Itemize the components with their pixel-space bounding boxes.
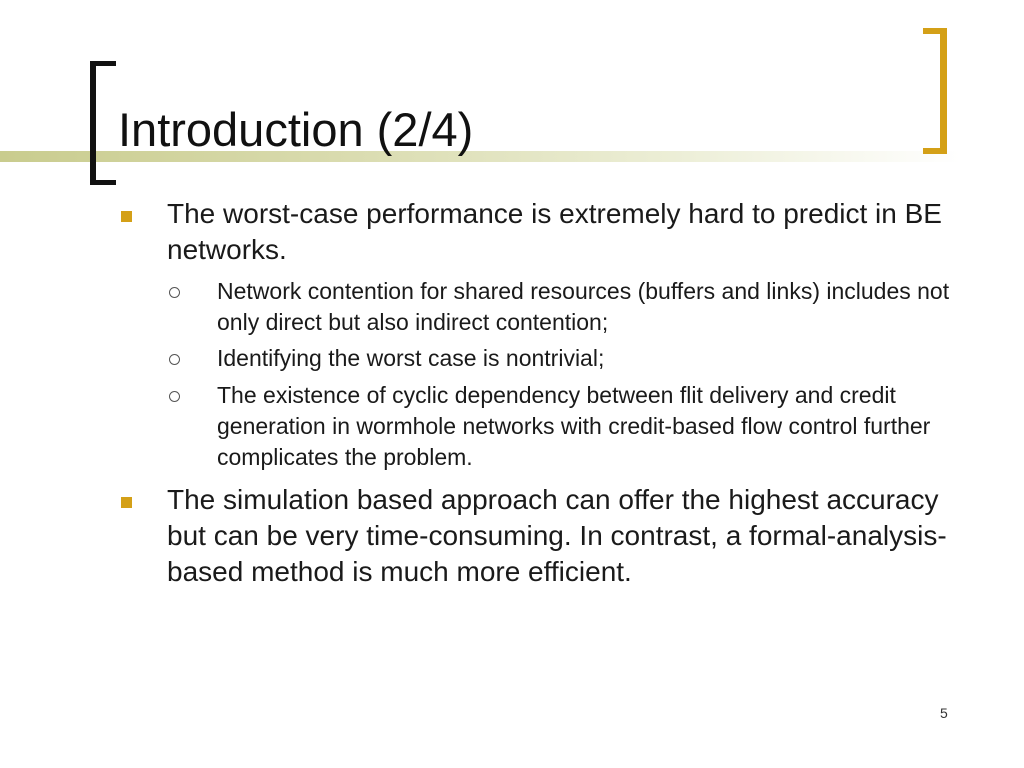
bullet-1-text: The worst-case performance is extremely hard to predict in BE networks. — [167, 198, 942, 265]
square-bullet-icon — [121, 211, 132, 222]
sub-bullet-2-text: Identifying the worst case is nontrivial; — [217, 345, 605, 371]
circle-bullet-icon — [169, 391, 180, 402]
sub-bullet-1-text: Network contention for shared resources (buffers and links) includes not only direct but also indirect contention; — [217, 278, 950, 335]
sub-bullet-3-text: The existence of cyclic dependency between flit delivery and credit generation in wormhole networks with credit-based flow control further complicates the problem. — [217, 382, 931, 470]
bullet-2-text: The simulation based approach can offer the highest accuracy but can be very time-consuming. In contrast, a formal-analysis-based method is much more efficient. — [167, 484, 947, 587]
slide-title: Introduction (2/4) — [118, 103, 474, 156]
square-bullet-icon — [121, 497, 132, 508]
page-number: 5 — [940, 705, 948, 721]
circle-bullet-icon — [169, 287, 180, 298]
circle-bullet-icon — [169, 354, 180, 365]
